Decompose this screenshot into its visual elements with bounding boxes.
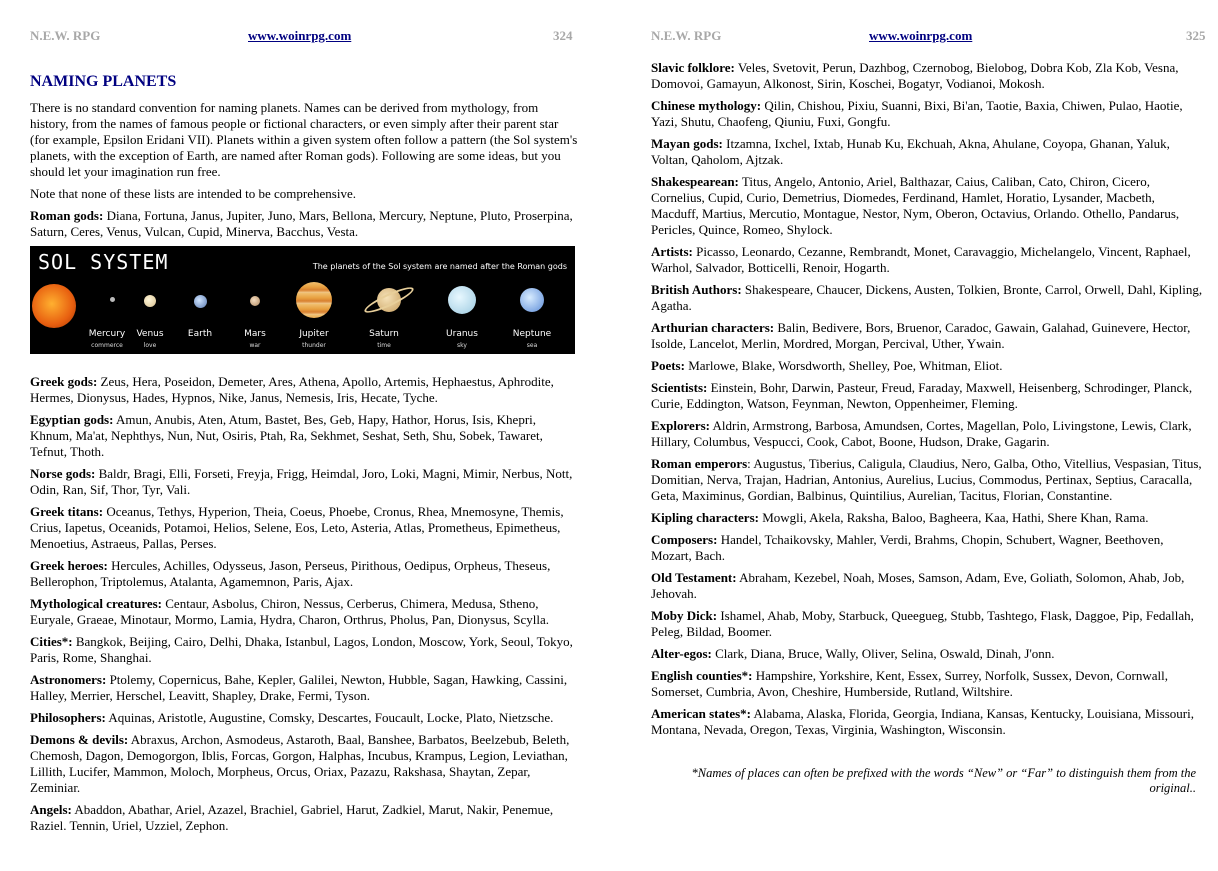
list-entry — [30, 634, 578, 666]
entry-text: Clark, Diana, Bruce, Wally, Oliver, Selina, Oswald, Dinah, J'onn. — [711, 646, 1055, 661]
entry-text: Marlowe, Blake, Worsdworth, Shelley, Poe, Whitman, Eliot. — [684, 358, 1003, 373]
list-entry — [651, 510, 1203, 526]
entry-text: Einstein, Bohr, Darwin, Pasteur, Freud, Faraday, Maxwell, Heisenberg, Schrodinger, Planck, Curie, Eddington, Watson, Feynman, Newton, Oppenheimer, Fleming. — [651, 380, 1193, 411]
list-entry — [30, 672, 578, 704]
planet-meaning: sky — [457, 342, 467, 349]
entry-text: Alabama, Alaska, Florida, Georgia, Indiana, Kansas, Kentucky, Louisiana, Missouri, Montana, Nevada, Oregon, Texas, Virginia, Washington, Wisconsin. — [651, 706, 1194, 737]
neptune-image — [520, 288, 544, 312]
entry-text: Titus, Angelo, Antonio, Ariel, Balthazar, Caius, Caliban, Cato, Chiron, Cicero, Cornelius, Cupid, Curio, Demetrius, Diomedes, Ferdinand, Hamlet, Horatio, Lysander, Macbeth, Macduff, Martius, Mercutio, Montague, Nestor, Nym, Oberon, Octavius, Orlando. Othello, Pandarus, Pericles, Quince, Romeo, Shylock. — [651, 174, 1180, 237]
entry-label: Alter-egos: — [651, 646, 712, 661]
entry-label: Norse gods: — [30, 466, 96, 481]
list-entry — [651, 136, 1203, 168]
banner-title: SOL SYSTEM — [38, 250, 169, 274]
entry-text: Bangkok, Beijing, Cairo, Delhi, Dhaka, Istanbul, Lagos, London, Moscow, York, Seoul, Tokyo, Paris, Rome, Shanghai. — [30, 634, 573, 665]
list-entry — [651, 418, 1203, 450]
entry-label: Composers: — [651, 532, 718, 547]
planet-meaning: war — [249, 342, 261, 349]
entry-text: Diana, Fortuna, Janus, Jupiter, Juno, Mars, Bellona, Mercury, Neptune, Pluto, Proserpina, Saturn, Ceres, Venus, Vulcan, Cupid, Minerva, Bacchus, Vesta. — [30, 208, 573, 239]
list-entry — [30, 466, 578, 498]
entry-label: Roman emperors — [651, 456, 748, 471]
entry-text: Balin, Bedivere, Bors, Bruenor, Caradoc, Gawain, Galahad, Guinevere, Hector, Isolde, Lancelot, Merlin, Mordred, Morgan, Percival, Uther, Ywain. — [651, 320, 1191, 351]
list-entry — [651, 358, 1203, 374]
planet-label: Jupiter — [299, 329, 329, 339]
list-entry — [30, 802, 578, 834]
entry-label: Scientists: — [651, 380, 708, 395]
planet-meaning: thunder — [302, 342, 326, 349]
note-paragraph: Note that none of these lists are intended to be comprehensive. — [30, 186, 356, 201]
entry-label: Old Testament: — [651, 570, 737, 585]
list-entry — [651, 668, 1203, 700]
entry-text: Abaddon, Abathar, Ariel, Azazel, Brachiel, Gabriel, Harut, Zadkiel, Marut, Nakir, Penemue, Raziel. Tennin, Uriel, Uzziel, Zephon. — [30, 802, 554, 833]
entry-text: Picasso, Leonardo, Cezanne, Rembrandt, Monet, Caravaggio, Michelangelo, Vincent, Raphael, Warhol, Salvador, Botticelli, Renoir, Hogarth. — [651, 244, 1191, 275]
entry-text: : Augustus, Tiberius, Caligula, Claudius, Nero, Galba, Otho, Vitellius, Vespasian, Titus, Domitian, Nerva, Trajan, Hadrian, Antonius, Aurelius, Lucius, Commodus, Pertinax, Septius, Caracalla, Geta, Maximinus, Gordian, Balbinus, Quintilius, Aurelian, Tacitus, Florian, Constantine. — [651, 456, 1202, 503]
list-entry — [651, 646, 1203, 662]
entry-text: Hampshire, Yorkshire, Kent, Essex, Surrey, Norfolk, Sussex, Devon, Cornwall, Somerset, Cumbria, Avon, Cheshire, Humberside, Rutland, Wiltshire. — [651, 668, 1168, 699]
entry-text: Ishamel, Ahab, Moby, Starbuck, Queegueg, Stubb, Tashtego, Flask, Daggoe, Pip, Fedallah, Peleg, Bildad, Boomer. — [651, 608, 1194, 639]
entry-label: American states*: — [651, 706, 751, 721]
sol-system-banner — [30, 246, 575, 354]
list-entry — [651, 98, 1203, 130]
list-entry — [651, 244, 1203, 276]
entry-label: Greek gods: — [30, 374, 98, 389]
entry-text: Hercules, Achilles, Odysseus, Jason, Perseus, Pirithous, Oedipus, Orpheus, Theseus, Bellerophon, Triptolemus, Atalanta, Agamemnon, Paris, Ajax. — [30, 558, 551, 589]
entry-label: Greek titans: — [30, 504, 104, 519]
planet-label: Venus — [136, 329, 164, 339]
entry-label: Moby Dick: — [651, 608, 718, 623]
entry-text: Amun, Anubis, Aten, Atum, Bastet, Bes, Geb, Hapy, Hathor, Horus, Isis, Khepri, Khnum, Ma'at, Nephthys, Nun, Nut, Osiris, Ptah, Ra, Sekhmet, Seshat, Seth, Shu, Sobek, Tawaret, Tefnut, Thoth. — [30, 412, 543, 459]
uranus-image — [448, 286, 476, 314]
right-column — [651, 60, 1203, 744]
page-number: 324 — [553, 28, 573, 43]
planet-meaning: time — [377, 342, 391, 349]
planet-label: Neptune — [512, 329, 552, 339]
entry-label: Artists: — [651, 244, 693, 259]
list-entry — [30, 412, 578, 460]
entry-label: English counties*: — [651, 668, 753, 683]
list-entry — [651, 320, 1203, 352]
banner-subtitle: The planets of the Sol system are named after the Roman gods — [312, 262, 567, 271]
planet-label: Mars — [244, 329, 266, 339]
list-entry — [651, 282, 1203, 314]
entry-text: Baldr, Bragi, Elli, Forseti, Freyja, Frigg, Heimdal, Joro, Loki, Magni, Mimir, Nerbus, Nott, Odin, Ran, Sif, Thor, Tyr, Vali. — [30, 466, 573, 497]
jupiter-image — [296, 282, 332, 318]
left-column — [30, 72, 578, 840]
entry-label: Astronomers: — [30, 672, 107, 687]
saturn-image — [362, 282, 416, 318]
list-entry — [30, 558, 578, 590]
website-link[interactable]: www.woinrpg.com — [248, 28, 352, 43]
entry-text: Oceanus, Tethys, Hyperion, Theia, Coeus, Phoebe, Cronus, Rhea, Mnemosyne, Themis, Crius, Iapetus, Oceanids, Potamoi, Helios, Selene, Eos, Leto, Asteria, Atlas, Prometheus, Epimetheus, Menoetius, Astraeus, Pallas, Perses. — [30, 504, 564, 551]
entry-label: British Authors: — [651, 282, 742, 297]
planet-label: Mercury — [88, 329, 126, 339]
entry-label: Poets: — [651, 358, 685, 373]
planet-meaning: commerce — [91, 342, 123, 349]
list-entry — [30, 710, 578, 726]
planet-label: Earth — [187, 329, 213, 339]
entry-label: Demons & devils: — [30, 732, 129, 747]
right-page — [609, 0, 1218, 871]
entry-text: Zeus, Hera, Poseidon, Demeter, Ares, Athena, Apollo, Artemis, Hephaestus, Aphrodite, Hermes, Dionysus, Hades, Hypnos, Nike, Janus, Nemesis, Iris, Hecate, Tyche. — [30, 374, 554, 405]
page-header — [651, 28, 1211, 44]
list-entry-roman-gods — [30, 208, 578, 240]
entry-label: Angels: — [30, 802, 72, 817]
list-entry — [30, 732, 578, 796]
intro-paragraph: There is no standard convention for naming planets. Names can be derived from mythology, from history, from the names of famous people or fictional characters, or even simply after their parent star (for example, Epsilon Eridani VII). Planets within a given system often follow a pattern (the Sol system's planets, with the exception of Earth, are named after Roman gods). Following are some ideas, but you should let your imagination run free. — [30, 100, 578, 179]
list-entry — [651, 532, 1203, 564]
entry-label: Mayan gods: — [651, 136, 723, 151]
entry-label: Arthurian characters: — [651, 320, 775, 335]
earth-image — [194, 295, 207, 308]
list-entry — [30, 504, 578, 552]
entry-label: Mythological creatures: — [30, 596, 163, 611]
entry-text: Aquinas, Aristotle, Augustine, Comsky, Descartes, Foucault, Locke, Plato, Nietzsche. — [105, 710, 554, 725]
list-entry — [651, 456, 1203, 504]
entry-text: Itzamna, Ixchel, Ixtab, Hunab Ku, Ekchuah, Akna, Ahulane, Coyopa, Ghanan, Yaluk, Voltan, Qaholom, Ajtzak. — [651, 136, 1170, 167]
entry-label: Kipling characters: — [651, 510, 759, 525]
entry-label: Slavic folklore: — [651, 60, 735, 75]
name-lists — [651, 60, 1203, 738]
entry-text: Aldrin, Armstrong, Barbosa, Amundsen, Cortes, Magellan, Polo, Livingstone, Lewis, Clark, Hillary, Columbus, Vespucci, Cook, Cabot, Boone, Hudson, Drake, Gagarin. — [651, 418, 1192, 449]
page-number: 325 — [1186, 28, 1206, 43]
entry-label: Roman gods: — [30, 208, 104, 223]
book-title: N.E.W. RPG — [651, 28, 722, 43]
list-entry — [30, 596, 578, 628]
footnote: *Names of places can often be prefixed with the words “New” or “Far” to distinguish them from the original.. — [691, 766, 1196, 795]
entry-text: Ptolemy, Copernicus, Bahe, Kepler, Galilei, Newton, Hubble, Sagan, Hawking, Cassini, Halley, Merrier, Herschel, Leavitt, Shapley, Drake, Fermi, Tyson. — [30, 672, 568, 703]
website-link[interactable]: www.woinrpg.com — [869, 28, 973, 43]
entry-label: Greek heroes: — [30, 558, 108, 573]
entry-text: Abraxus, Archon, Asmodeus, Astaroth, Baal, Banshee, Barbatos, Beelzebub, Beleth, Chemosh, Dagon, Demogorgon, Iblis, Forcas, Gorgon, Halphas, Incubus, Krampus, Legion, Leviathan, Lillith, Lucifer, Mammon, Moloch, Morpheus, Orcus, Oriax, Pazazu, Rakshasa, Shaytan, Zepar, Zeminiar. — [30, 732, 570, 795]
list-entry — [651, 608, 1203, 640]
list-entry — [651, 380, 1203, 412]
entry-label: Explorers: — [651, 418, 710, 433]
entry-text: Shakespeare, Chaucer, Dickens, Austen, Tolkien, Bronte, Carrol, Orwell, Dahl, Kipling, Agatha. — [651, 282, 1203, 313]
entry-text: Qilin, Chishou, Pixiu, Suanni, Bixi, Bi'an, Taotie, Baxia, Chiwen, Pulao, Haotie, Yazi, Shutu, Chaofeng, Qiuniu, Fuxi, Gongfu. — [651, 98, 1183, 129]
list-entry — [651, 174, 1203, 238]
planet-meaning: sea — [526, 342, 538, 349]
venus-image — [144, 295, 156, 307]
mars-image — [250, 296, 260, 306]
list-entry — [30, 374, 578, 406]
section-title: NAMING PLANETS — [30, 73, 177, 90]
book-title: N.E.W. RPG — [30, 28, 101, 43]
entry-text: Veles, Svetovit, Perun, Dazhbog, Czernobog, Bielobog, Dobra Kob, Zla Kob, Vesna, Domovoi, Gamayun, Alkonost, Sirin, Koschei, Bogatyr, Vodianoi, Mokosh. — [651, 60, 1179, 91]
sun-image — [32, 284, 76, 328]
entry-label: Chinese mythology: — [651, 98, 762, 113]
planet-label: Saturn — [369, 329, 399, 339]
entry-text: Centaur, Asbolus, Chiron, Nessus, Cerberus, Chimera, Medusa, Stheno, Euryale, Graeae, Minotaur, Mormo, Lamia, Hydra, Charon, Orthrus, Pholus, Pan, Dionysus, Scylla. — [30, 596, 550, 627]
planet-meaning: love — [143, 342, 157, 349]
entry-text: Mowgli, Akela, Raksha, Baloo, Bagheera, Kaa, Hathi, Shere Khan, Rama. — [758, 510, 1149, 525]
entry-text: Handel, Tchaikovsky, Mahler, Verdi, Brahms, Chopin, Schubert, Wagner, Beethoven, Mozart, Bach. — [651, 532, 1164, 563]
list-entry — [651, 60, 1203, 92]
list-entry — [651, 706, 1203, 738]
planet-label: Uranus — [446, 329, 478, 339]
entry-label: Egyptian gods: — [30, 412, 114, 427]
page-header — [30, 28, 575, 44]
entry-text: Abraham, Kezebel, Noah, Moses, Samson, Adam, Eve, Goliath, Solomon, Ahab, Job, Jehovah. — [651, 570, 1185, 601]
entry-label: Shakespearean: — [651, 174, 739, 189]
entry-label: Philosophers: — [30, 710, 106, 725]
list-entry — [651, 570, 1203, 602]
name-lists — [30, 374, 578, 834]
entry-label: Cities*: — [30, 634, 73, 649]
mercury-image — [110, 297, 115, 302]
